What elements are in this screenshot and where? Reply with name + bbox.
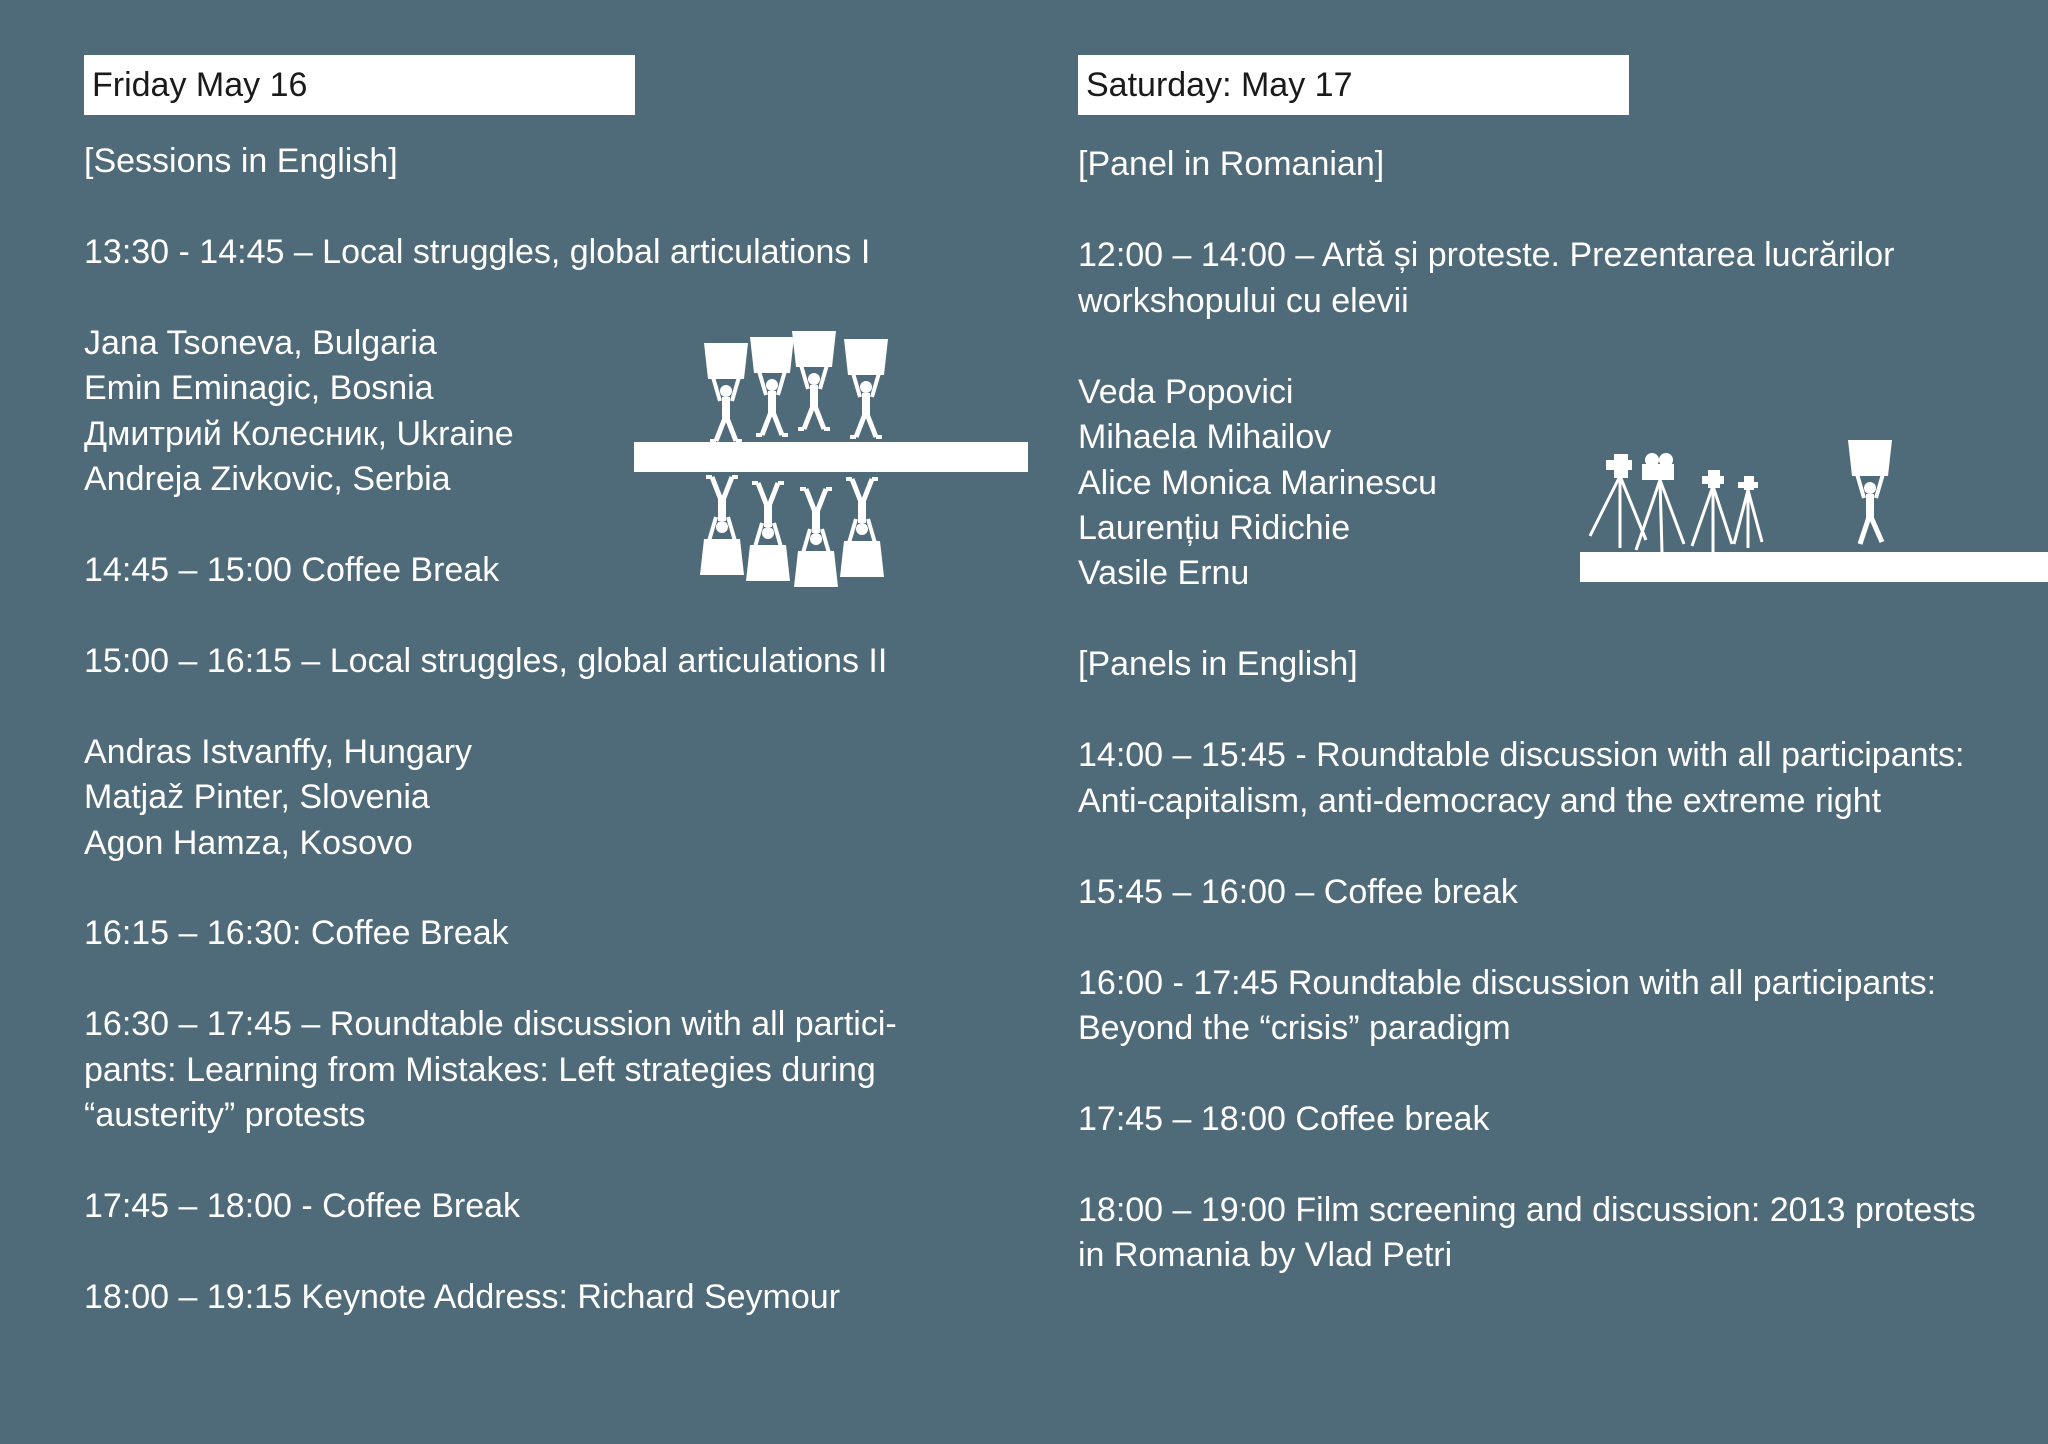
friday-speaker: Andreja Zivkovic, Serbia [84, 460, 451, 498]
friday-header-label: Friday May 16 [92, 66, 308, 104]
saturday-coffee-break: 15:45 – 16:00 – Coffee break [1078, 873, 1518, 911]
saturday-panel-1-title: workshopului cu elevii [1078, 282, 1409, 320]
friday-session-language: [Sessions in English] [84, 142, 398, 180]
saturday-roundtable-1-title: Anti-capitalism, anti-democracy and the extreme right [1078, 782, 1882, 820]
saturday-panel-1-title: 12:00 – 14:00 – Artă și proteste. Prezentarea lucrărilor [1078, 236, 1895, 274]
friday-session-1-title: 13:30 - 14:45 – Local struggles, global articulations I [84, 233, 871, 271]
saturday-panel-language: [Panels in English] [1078, 645, 1358, 683]
cameras-and-protester-icon [1580, 440, 2048, 586]
friday-coffee-break: 17:45 – 18:00 - Coffee Break [84, 1187, 521, 1225]
friday-roundtable-title: “austerity” protests [84, 1096, 366, 1134]
saturday-speaker: Veda Popovici [1078, 373, 1294, 411]
friday-speaker: Andras Istvanffy, Hungary [84, 733, 473, 771]
friday-keynote: 18:00 – 19:15 Keynote Address: Richard Seymour [84, 1278, 841, 1316]
saturday-speaker: Laurențiu Ridichie [1078, 509, 1351, 547]
saturday-coffee-break: 17:45 – 18:00 Coffee break [1078, 1100, 1490, 1138]
saturday-header [1078, 55, 1629, 115]
friday-roundtable-title: pants: Learning from Mistakes: Left strategies during [84, 1051, 876, 1089]
friday-coffee-break: 14:45 – 15:00 Coffee Break [84, 551, 500, 589]
saturday-roundtable-1-title: 14:00 – 15:45 - Roundtable discussion with all participants: [1078, 736, 1965, 774]
saturday-roundtable-2-title: Beyond the “crisis” paradigm [1078, 1009, 1511, 1047]
saturday-speaker: Mihaela Mihailov [1078, 418, 1332, 456]
friday-roundtable-title: 16:30 – 17:45 – Roundtable discussion with all partici- [84, 1005, 897, 1043]
friday-session-2-title: 15:00 – 16:15 – Local struggles, global articulations II [84, 642, 888, 680]
saturday-speaker: Vasile Ernu [1078, 554, 1250, 592]
saturday-panel-language: [Panel in Romanian] [1078, 145, 1385, 183]
friday-header [84, 55, 635, 115]
friday-coffee-break: 16:15 – 16:30: Coffee Break [84, 914, 509, 952]
saturday-roundtable-2-title: 16:00 - 17:45 Roundtable discussion with all participants: [1078, 964, 1937, 1002]
friday-speaker: Jana Tsoneva, Bulgaria [84, 324, 437, 362]
saturday-speaker: Alice Monica Marinescu [1078, 464, 1438, 502]
saturday-film-screening: 18:00 – 19:00 Film screening and discussion: 2013 protests [1078, 1191, 1976, 1229]
friday-speaker: Дмитрий Колесник, Ukraine [84, 415, 514, 453]
friday-speaker: Agon Hamza, Kosovo [84, 824, 413, 862]
protesters-mirrored-icon [634, 325, 1028, 587]
friday-speaker: Matjaž Pinter, Slovenia [84, 778, 430, 816]
saturday-header-label: Saturday: May 17 [1086, 66, 1353, 104]
saturday-film-screening: in Romania by Vlad Petri [1078, 1236, 1453, 1274]
friday-speaker: Emin Eminagic, Bosnia [84, 369, 434, 407]
